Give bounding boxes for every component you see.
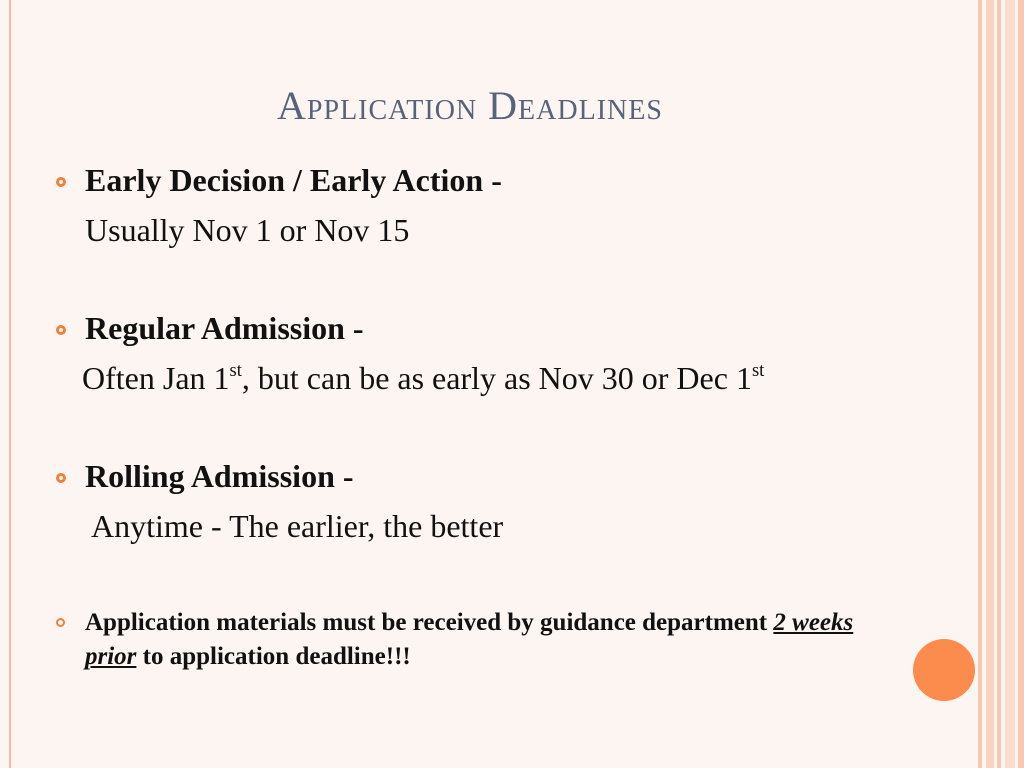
detail-text: Often Jan 1 bbox=[82, 360, 230, 396]
note-text-end: to application deadline!!! bbox=[136, 643, 411, 670]
decorative-stripe bbox=[978, 0, 982, 768]
note-emphasis: 2 weeks prior bbox=[85, 609, 854, 670]
decorative-stripe bbox=[1005, 0, 1015, 768]
ordinal-suffix: st bbox=[751, 360, 765, 382]
bullet-icon bbox=[56, 325, 66, 335]
item-heading: Rolling Admission - bbox=[85, 458, 354, 494]
bullet-icon bbox=[56, 473, 66, 483]
detail-text: , but can be as early as Nov 30 or Dec 1 bbox=[241, 360, 752, 396]
item-detail bbox=[82, 360, 764, 397]
item-detail: Usually Nov 1 or Nov 15 bbox=[85, 212, 410, 248]
decorative-circle bbox=[913, 639, 975, 701]
bullet-icon bbox=[56, 618, 65, 627]
note-text-start: Application materials must be received by guidance department bbox=[85, 609, 774, 636]
item-heading: Early Decision / Early Action - bbox=[85, 162, 502, 198]
slide-title: Application Deadlines bbox=[277, 83, 663, 128]
decorative-stripe bbox=[986, 0, 994, 768]
decorative-stripe bbox=[1018, 0, 1024, 768]
note-text bbox=[85, 606, 875, 674]
decorative-stripe bbox=[997, 0, 1001, 768]
item-detail: Anytime - The earlier, the better bbox=[91, 508, 504, 544]
ordinal-suffix: st bbox=[229, 360, 242, 382]
item-heading: Regular Admission - bbox=[85, 310, 364, 346]
bullet-icon bbox=[56, 177, 66, 187]
